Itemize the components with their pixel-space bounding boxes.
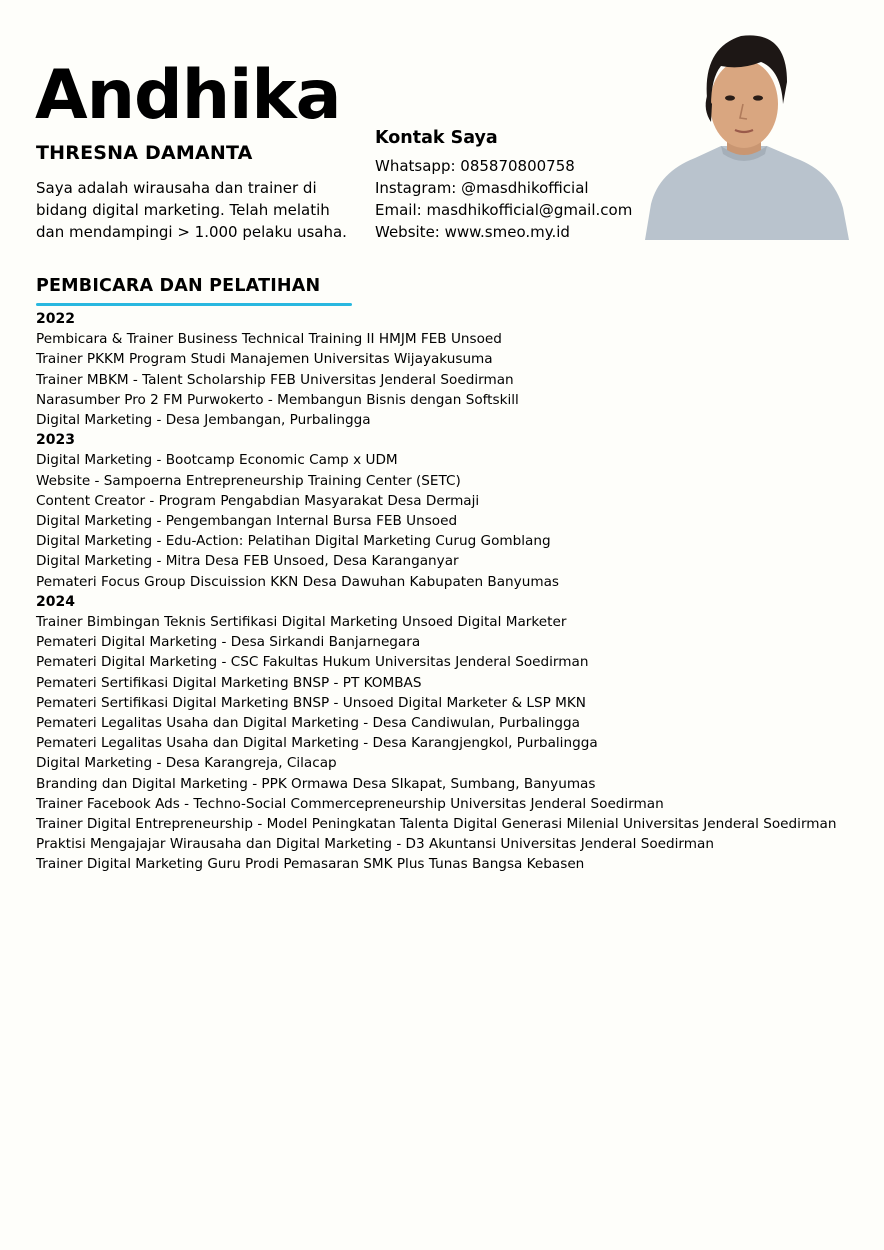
list-item: Digital Marketing - Desa Jembangan, Purbalingga <box>36 412 371 429</box>
list-item: Digital Marketing - Bootcamp Economic Camp x UDM <box>36 452 398 469</box>
list-item: Branding dan Digital Marketing - PPK Ormawa Desa SIkapat, Sumbang, Banyumas <box>36 775 596 792</box>
list-item: Praktisi Mengajajar Wirausaha dan Digital Marketing - D3 Akuntansi Universitas Jenderal Soedirman <box>36 836 714 853</box>
list-item: Digital Marketing - Desa Karangreja, Cilacap <box>36 755 337 772</box>
list-item: Pemateri Digital Marketing - CSC Fakultas Hukum Universitas Jenderal Soedirman <box>36 654 589 671</box>
list-item: Trainer MBKM - Talent Scholarship FEB Universitas Jenderal Soedirman <box>36 371 514 388</box>
contact-website: Website: www.smeo.my.id <box>375 223 570 241</box>
list-item: Digital Marketing - Mitra Desa FEB Unsoed, Desa Karanganyar <box>36 553 459 570</box>
list-item: Trainer Bimbingan Teknis Sertifikasi Digital Marketing Unsoed Digital Marketer <box>36 614 567 631</box>
list-item: Pemateri Sertifikasi Digital Marketing BNSP - Unsoed Digital Marketer & LSP MKN <box>36 694 586 711</box>
list-item: Pembicara & Trainer Business Technical Training II HMJM FEB Unsoed <box>36 331 502 348</box>
list-item: Trainer Digital Entrepreneurship - Model Peningkatan Talenta Digital Generasi Milenial Universitas Jenderal Soedirman <box>36 816 837 833</box>
list-item: Trainer Digital Marketing Guru Prodi Pemasaran SMK Plus Tunas Bangsa Kebasen <box>36 856 585 873</box>
last-name: THRESNA DAMANTA <box>36 142 253 164</box>
list-item: Pemateri Digital Marketing - Desa Sirkandi Banjarnegara <box>36 634 421 651</box>
list-item: Website - Sampoerna Entrepreneurship Training Center (SETC) <box>36 472 461 489</box>
list-item: Pemateri Legalitas Usaha dan Digital Marketing - Desa Karangjengkol, Purbalingga <box>36 735 598 752</box>
list-item: Digital Marketing - Edu-Action: Pelatihan Digital Marketing Curug Gomblang <box>36 533 551 550</box>
list-item: Content Creator - Program Pengabdian Masyarakat Desa Dermaji <box>36 492 480 509</box>
contact-list <box>375 155 632 243</box>
profile-photo-illustration <box>637 26 851 240</box>
list-item: Digital Marketing - Pengembangan Internal Bursa FEB Unsoed <box>36 513 458 530</box>
contact-email: Email: masdhikofficial@gmail.com <box>375 201 633 219</box>
section-title: PEMBICARA DAN PELATIHAN <box>36 276 321 296</box>
list-item: Trainer Facebook Ads - Techno-Social Commercepreneurship Universitas Jenderal Soedirman <box>36 795 664 812</box>
contact-instagram: Instagram: @masdhikofficial <box>375 179 589 197</box>
list-item: Narasumber Pro 2 FM Purwokerto - Membangun Bisnis dengan Softskill <box>36 391 519 408</box>
year-heading: 2023 <box>36 432 75 449</box>
profile-photo <box>637 26 851 240</box>
training-list <box>36 309 866 875</box>
year-heading: 2022 <box>36 311 75 327</box>
first-name: Andhika <box>35 56 341 135</box>
section-divider <box>36 303 352 306</box>
year-heading: 2024 <box>36 593 75 610</box>
contact-whatsapp: Whatsapp: 085870800758 <box>375 157 575 175</box>
list-item: Pemateri Focus Group Discuission KKN Desa Dawuhan Kabupaten Banyumas <box>36 573 559 590</box>
intro-text: Saya adalah wirausaha dan trainer di bidang digital marketing. Telah melatih dan mendampingi > 1.000 pelaku usaha. <box>36 179 347 241</box>
list-item: Pemateri Legalitas Usaha dan Digital Marketing - Desa Candiwulan, Purbalingga <box>36 715 580 732</box>
list-item: Pemateri Sertifikasi Digital Marketing BNSP - PT KOMBAS <box>36 674 422 691</box>
contact-title: Kontak Saya <box>375 128 498 148</box>
list-item: Trainer PKKM Program Studi Manajemen Universitas Wijayakusuma <box>36 351 493 368</box>
